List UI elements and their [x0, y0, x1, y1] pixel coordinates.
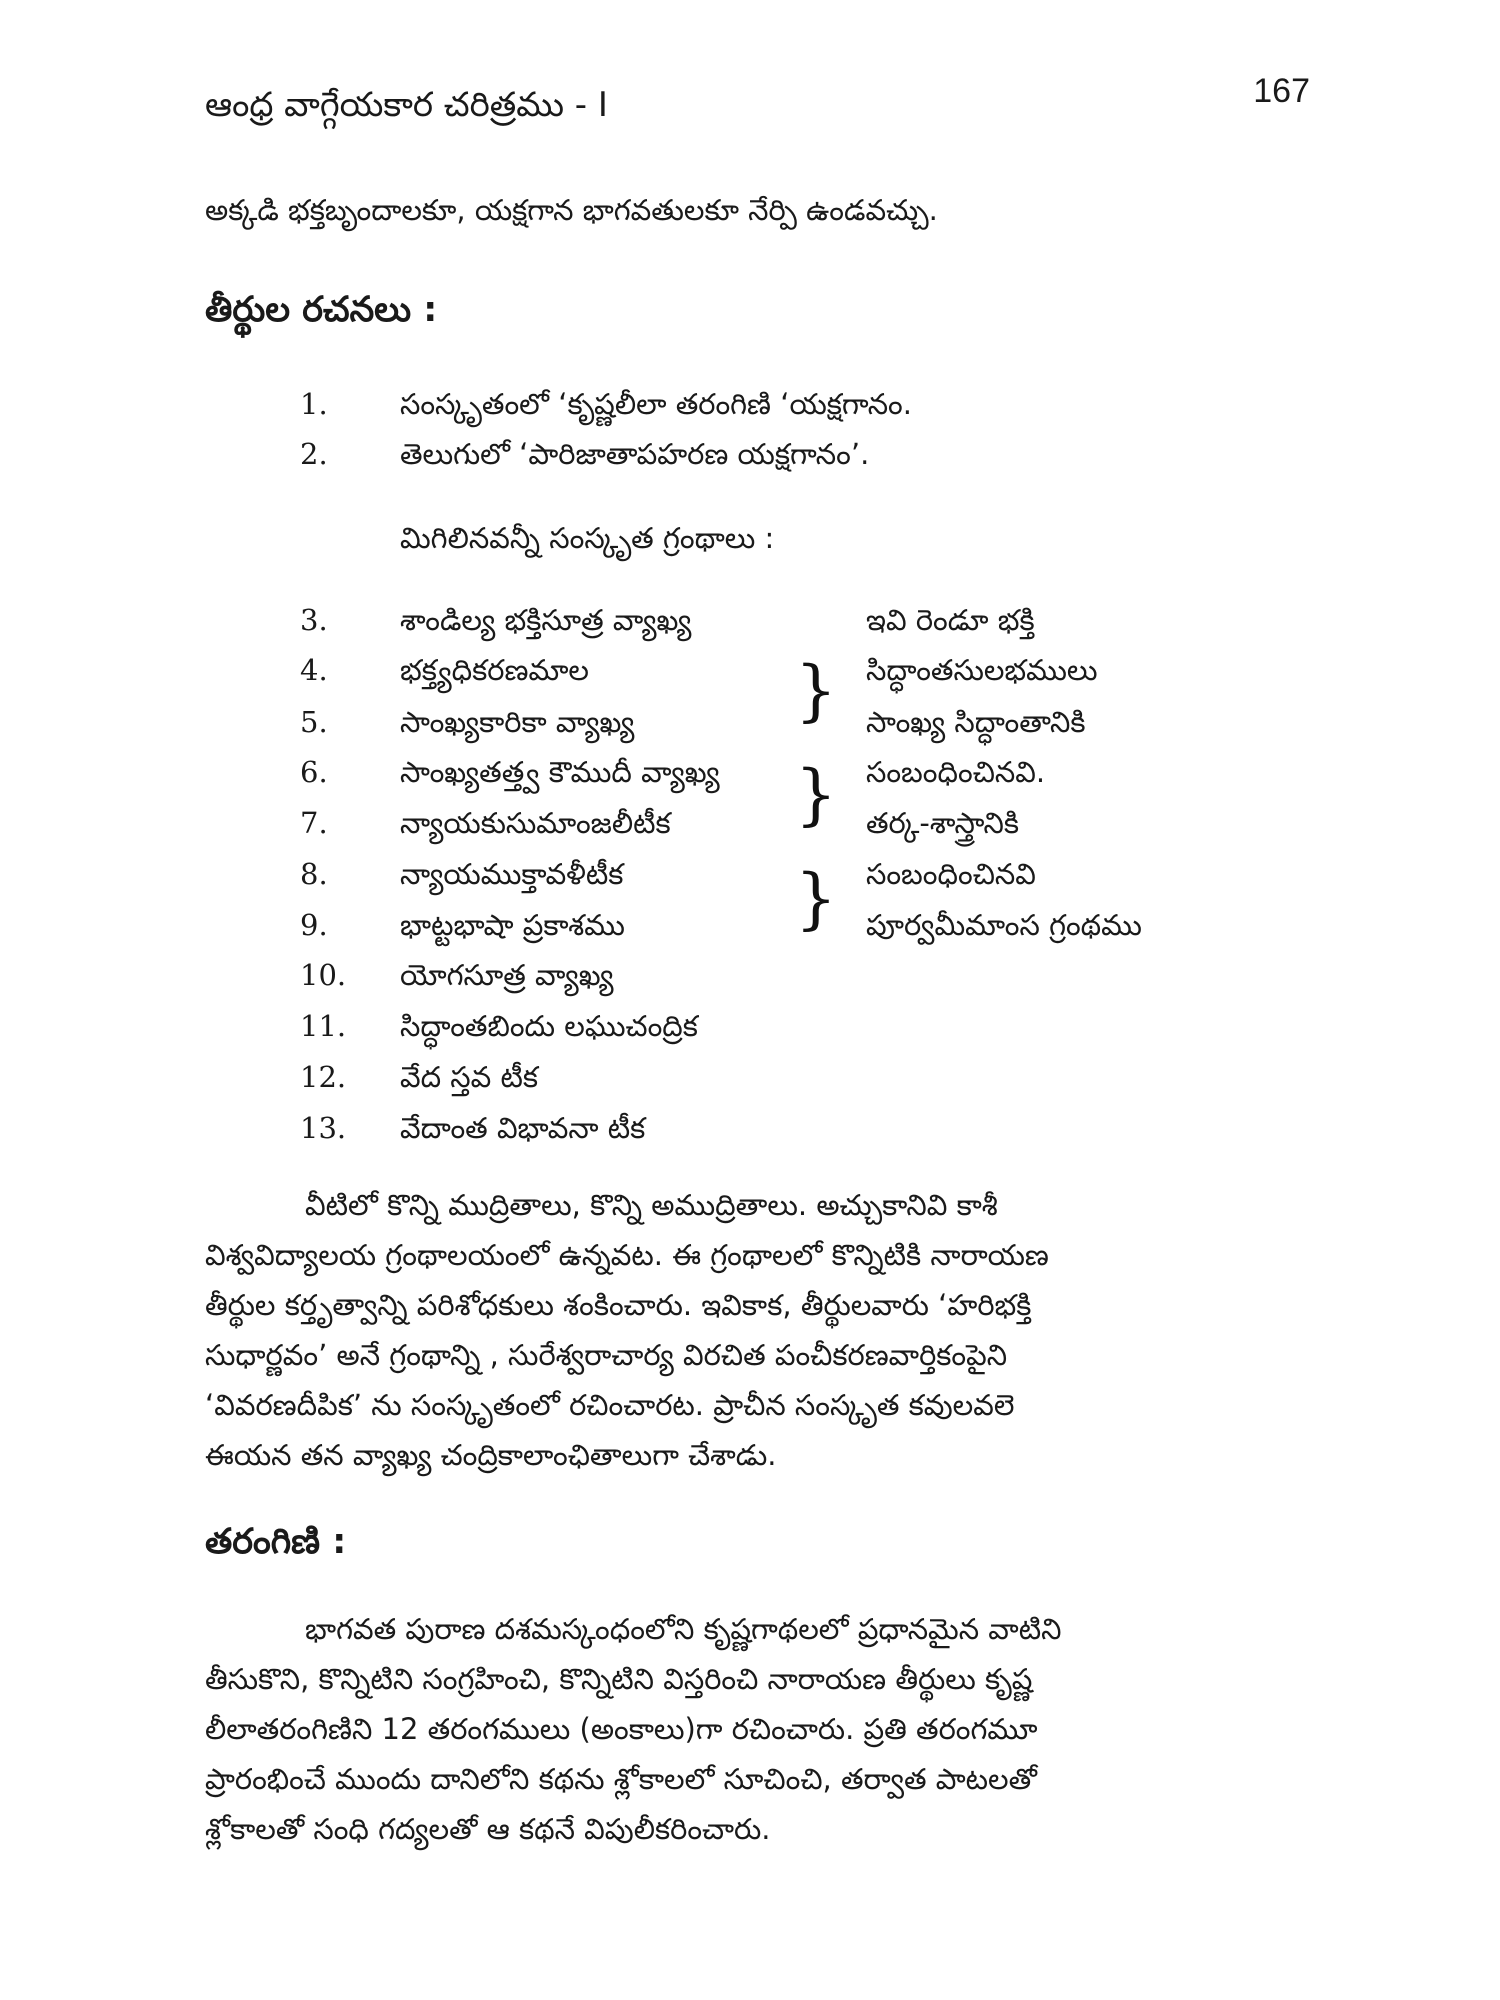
grouping-brace: } — [795, 860, 837, 937]
list-item — [300, 700, 860, 744]
list-item-number: 1. — [300, 387, 328, 421]
paragraph-line: ఈయన తన వ్యాఖ్య చంద్రికాలాంఛితాలుగా చేశాడు. — [205, 1438, 777, 1472]
list-item-text: భాట్టభాషా ప్రకాశము — [400, 908, 625, 942]
list-item-text: సిద్ధాంతబిందు లఘుచంద్రిక — [400, 1009, 698, 1043]
side-note: తర్క-శాస్త్రానికి — [866, 806, 1020, 840]
section-heading-tarangini: తరంగిణి : — [205, 1522, 347, 1562]
list-item — [300, 953, 860, 997]
list-item — [300, 648, 860, 692]
paragraph-manuscripts — [205, 1180, 1315, 1480]
list-item — [300, 382, 912, 426]
list-item — [300, 598, 860, 642]
list-item-text: సాంఖ్యతత్త్వ కౌముదీ వ్యాఖ్య — [400, 755, 720, 789]
list-item-number: 6. — [300, 755, 328, 789]
list-item — [300, 750, 860, 794]
grouping-brace: } — [795, 756, 837, 833]
list-item-number: 7. — [300, 806, 328, 840]
list-item-number: 9. — [300, 908, 328, 942]
list-item-number: 8. — [300, 857, 328, 891]
paragraph-line: విశ్వవిద్యాలయ గ్రంథాలయంలో ఉన్నవట. ఈ గ్రంథాలలో కొన్నిటికి నారాయణ — [205, 1238, 1049, 1272]
list-item-text: యోగసూత్ర వ్యాఖ్య — [400, 958, 614, 992]
side-note: సాంఖ్య సిద్ధాంతానికి — [866, 705, 1086, 739]
list-item-text: న్యాయకుసుమాంజలీటీక — [400, 806, 671, 840]
list-item-text: సాంఖ్యకారికా వ్యాఖ్య — [400, 705, 635, 739]
list-item-text: వేద స్తవ టీక — [400, 1060, 539, 1094]
paragraph-line: ప్రారంభించే ముందు దానిలోని కథను శ్లోకాలలో సూచించి, తర్వాత పాటలతో — [205, 1762, 1037, 1796]
list-item-text: వేదాంత విభావనా టీక — [400, 1111, 646, 1145]
intro-line: అక్కడి భక్తబృందాలకూ, యక్షగాన భాగవతులకూ నేర్పి ఉండవచ్చు. — [205, 193, 938, 227]
list-item-number: 3. — [300, 603, 328, 637]
list-item-text: తెలుగులో ‘పారిజాతాపహరణ యక్షగానం’. — [400, 437, 870, 471]
list-item — [300, 852, 860, 896]
paragraph-line: వీటిలో కొన్ని ముద్రితాలు, కొన్ని అముద్రితాలు. అచ్చుకానివి కాశీ — [305, 1188, 998, 1222]
list-item-number: 11. — [300, 1009, 347, 1043]
list-item-text: సంస్కృతంలో ‘కృష్ణలీలా తరంగిణి ‘యక్షగానం. — [400, 387, 912, 421]
list-item-number: 5. — [300, 705, 328, 739]
paragraph-line: భాగవత పురాణ దశమస్కంధంలోని కృష్ణగాథలలో ప్రధానమైన వాటిని — [305, 1612, 1062, 1646]
paragraph-tarangini — [205, 1604, 1315, 1854]
paragraph-line: శ్లోకాలతో సంధి గద్యలతో ఆ కథనే విపులీకరించారు. — [205, 1812, 771, 1846]
page-number: 167 — [1253, 72, 1310, 110]
side-note: సంబంధించినవి — [866, 857, 1036, 891]
list-item — [300, 1055, 860, 1099]
paragraph-line: ‘వివరణదీపిక’ ను సంస్కృతంలో రచించారట. ప్రాచీన సంస్కృత కవులవలె — [205, 1388, 1015, 1422]
list-item-number: 13. — [300, 1111, 347, 1145]
paragraph-line: తీర్థుల కర్తృత్వాన్ని పరిశోధకులు శంకించారు. ఇవికాక, తీర్థులవారు ‘హరిభక్తి — [205, 1288, 1032, 1322]
paragraph-line: సుధార్ణవం’ అనే గ్రంథాన్ని , సురేశ్వరాచార్య విరచిత పంచీకరణవార్తికంపైని — [205, 1338, 1008, 1372]
section-heading-works: తీర్థుల రచనలు : — [205, 290, 438, 330]
paragraph-line: లీలాతరంగిణిని 12 తరంగములు (అంకాలు)గా రచించారు. ప్రతి తరంగమూ — [205, 1712, 1038, 1746]
paragraph-line: తీసుకొని, కొన్నిటిని సంగ్రహించి, కొన్నిటిని విస్తరించి నారాయణ తీర్థులు కృష్ణ — [205, 1662, 1033, 1696]
side-note: ఇవి రెండూ భక్తి — [866, 603, 1035, 637]
side-note: సంబంధించినవి. — [866, 755, 1046, 789]
list-item-number: 4. — [300, 653, 328, 687]
list-item-text: శాండిల్య భక్తిసూత్ర వ్యాఖ్య — [400, 603, 692, 637]
side-note: సిద్ధాంతసులభములు — [866, 653, 1098, 687]
running-title: ఆంధ్ర వాగ్గేయకార చరిత్రము - I — [205, 85, 608, 125]
side-note: పూర్వమీమాంస గ్రంథము — [866, 908, 1142, 942]
list-item — [300, 903, 860, 947]
list-item-number: 10. — [300, 958, 347, 992]
grouping-brace: } — [795, 652, 837, 729]
list-item-text: భక్త్యధికరణమాల — [400, 653, 589, 687]
list-item-number: 2. — [300, 437, 328, 471]
list-item — [300, 1106, 860, 1150]
subheading-sanskrit-works: మిగిలినవన్నీ సంస్కృత గ్రంథాలు : — [400, 521, 775, 555]
list-item — [300, 801, 860, 845]
list-item-text: న్యాయముక్తావళీటీక — [400, 857, 624, 891]
list-item — [300, 432, 870, 476]
list-item-number: 12. — [300, 1060, 347, 1094]
list-item — [300, 1004, 860, 1048]
